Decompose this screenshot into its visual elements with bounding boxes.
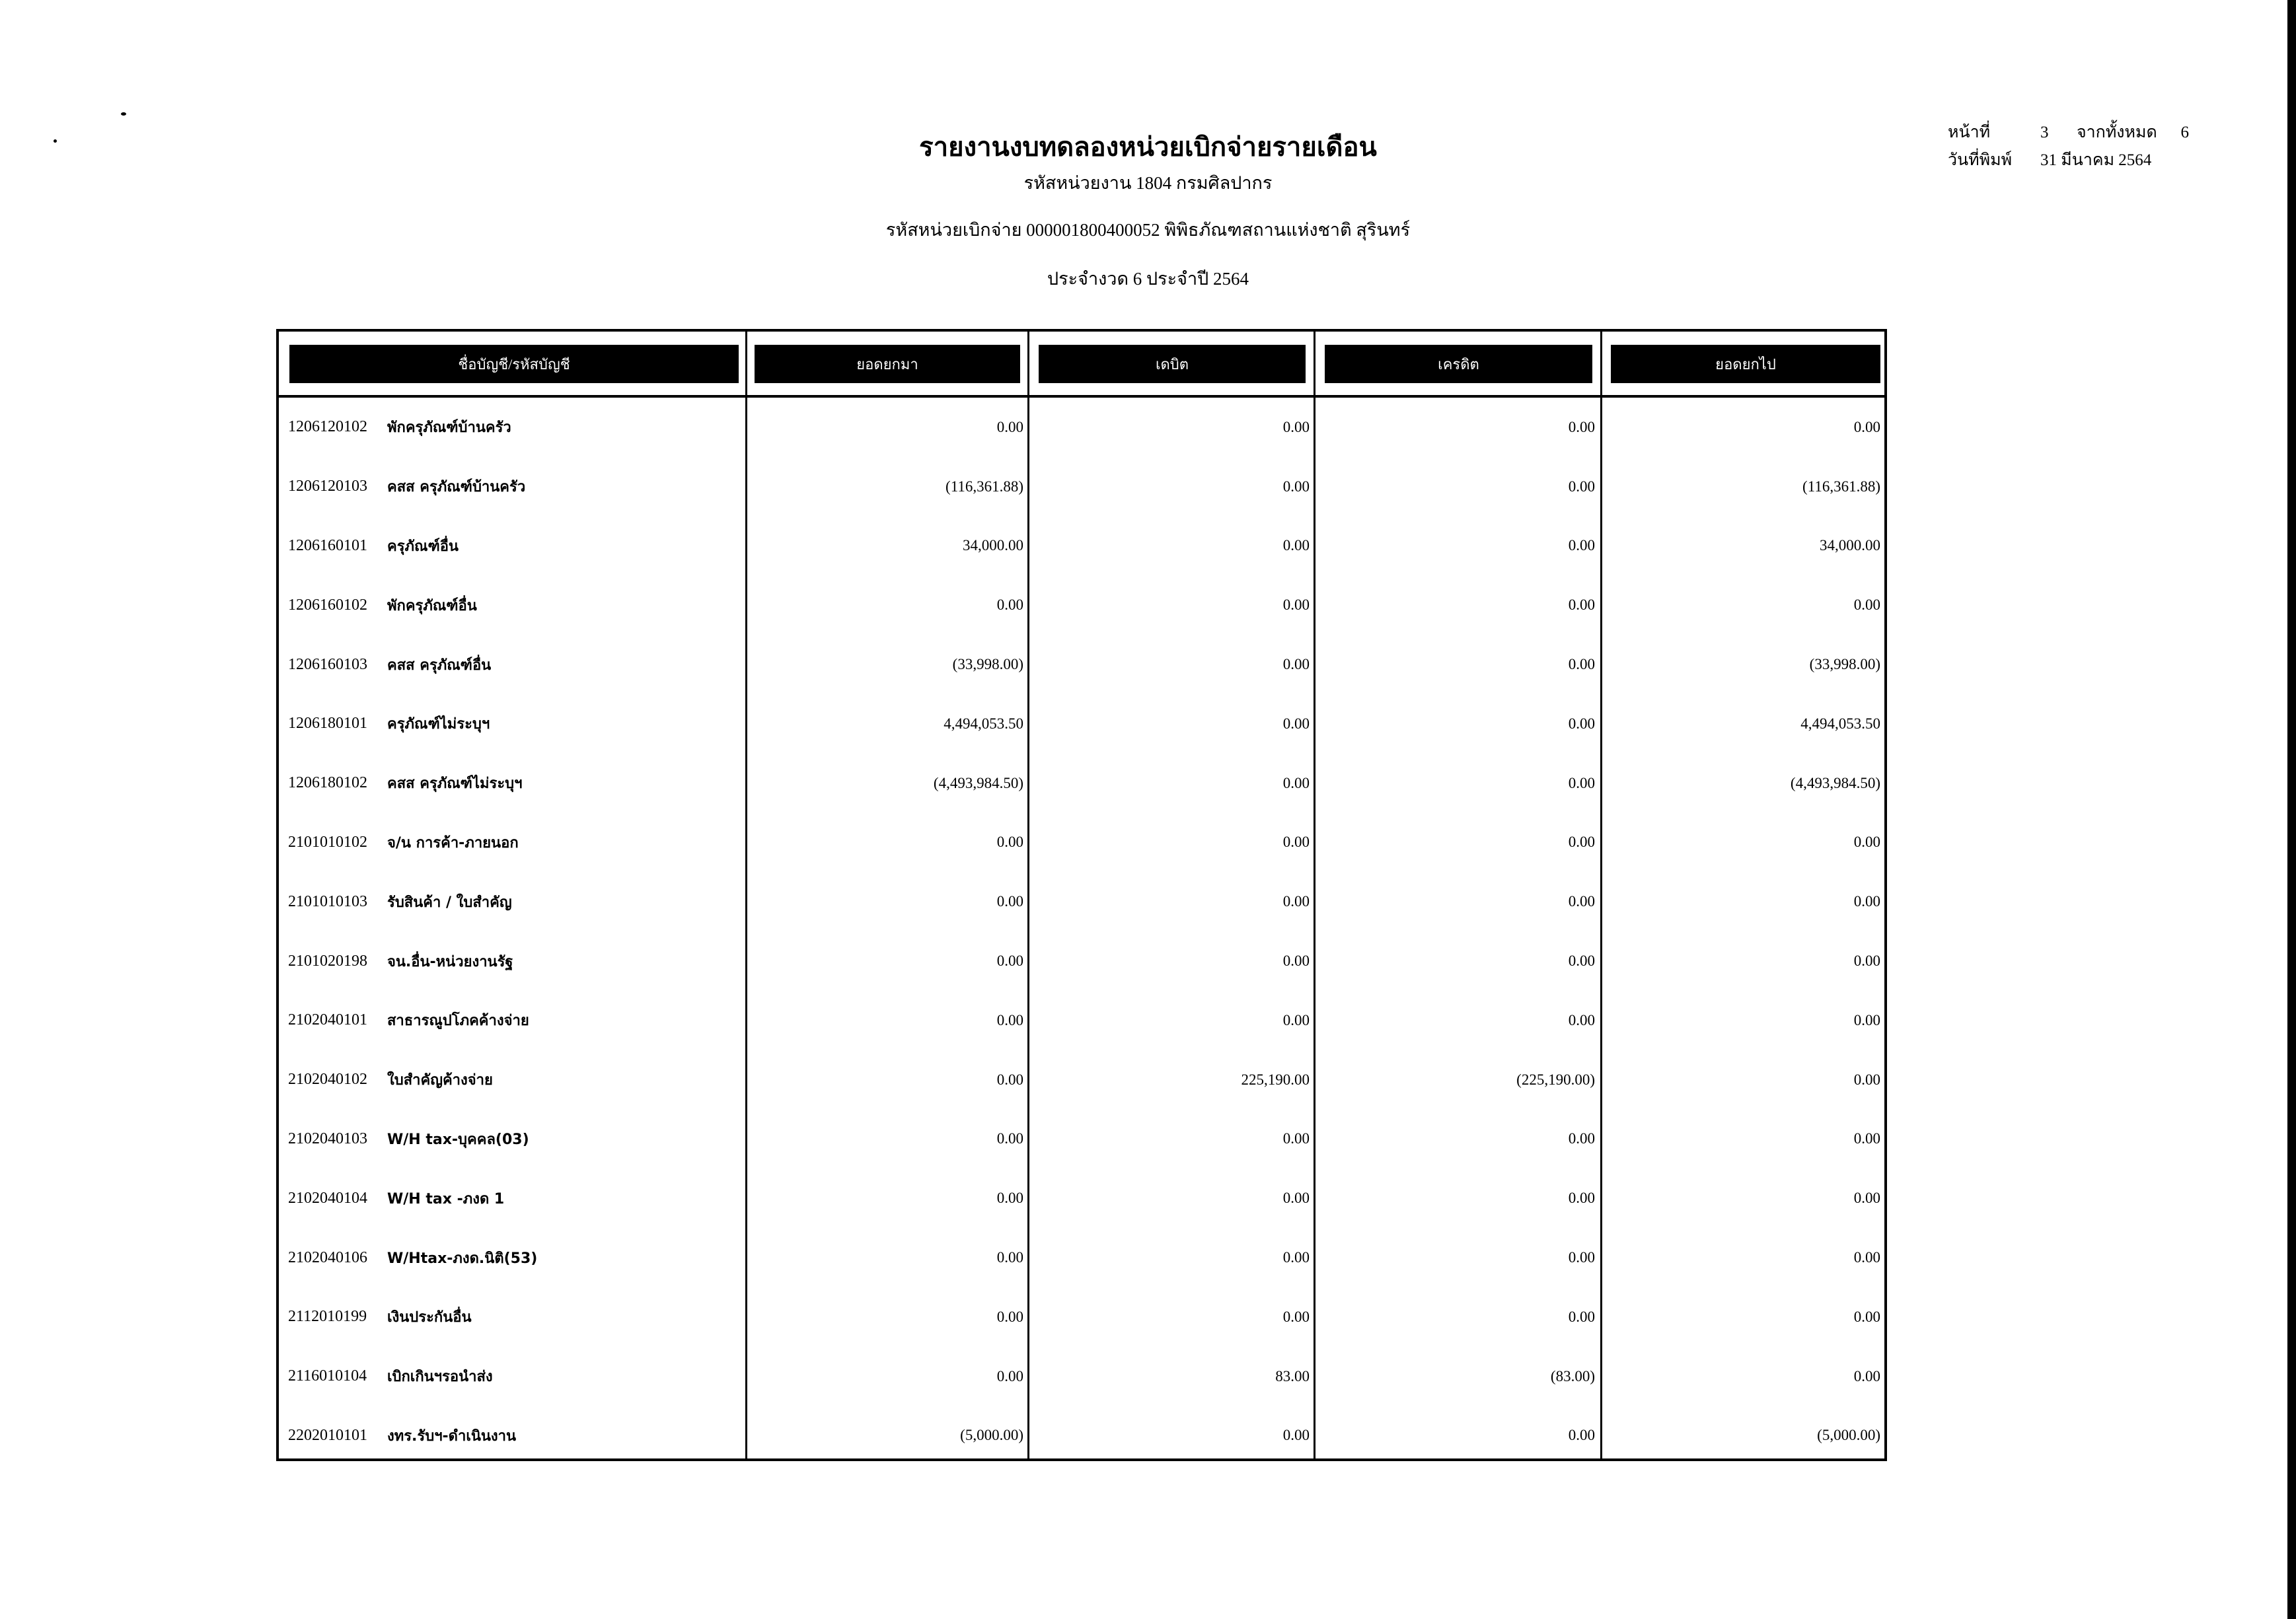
opening-balance: 0.00 [996,418,1023,435]
account-code: 2101010103 [288,892,367,910]
closing-balance: 0.00 [1853,893,1880,910]
account-name: ครุภัณฑ์ไม่ระบุฯ [387,716,490,733]
credit-amount: 0.00 [1568,1308,1595,1325]
account-name: ใบสำคัญค้างจ่าย [387,1072,493,1089]
scan-speck [121,112,126,116]
table-row [279,1406,1884,1466]
column-header-opening: ยอดยกมา [755,345,1020,383]
debit-amount: 0.00 [1282,953,1310,970]
closing-balance: 4,494,053.50 [1800,715,1880,732]
debit-amount: 83.00 [1275,1367,1310,1385]
opening-balance: (33,998.00) [952,656,1023,673]
column-header-closing: ยอดยกไป [1611,345,1880,383]
account-code: 2116010104 [288,1367,367,1385]
account-cell [288,754,737,813]
column-header-credit: เครดิต [1325,345,1592,383]
account-cell [288,1228,737,1287]
total-pages: 6 [2180,124,2189,141]
opening-balance: 4,494,053.50 [944,715,1023,732]
credit-amount: 0.00 [1568,1427,1595,1444]
account-cell [288,398,737,457]
table-header [279,332,1884,398]
account-cell [288,517,737,576]
account-cell [288,872,737,931]
table-row [279,1347,1884,1406]
closing-balance: 0.00 [1853,418,1880,435]
account-name: งทร.รับฯ-ดำเนินงาน [387,1427,517,1445]
account-code: 1206120103 [288,478,367,495]
closing-balance: (4,493,984.50) [1790,774,1880,791]
account-code: 2101010102 [288,833,367,851]
debit-amount: 0.00 [1282,774,1310,791]
closing-balance: 0.00 [1853,1190,1880,1207]
opening-balance: 0.00 [996,953,1023,970]
debit-amount: 0.00 [1282,1011,1310,1028]
debit-amount: 0.00 [1282,478,1310,495]
table-row [279,1287,1884,1347]
period-line: ประจำงวด 6 ประจำปี 2564 [1047,269,1249,289]
account-code: 1206160101 [288,536,367,554]
account-cell [288,1347,737,1406]
closing-balance: 0.00 [1853,953,1880,970]
closing-balance: (116,361.88) [1802,478,1880,495]
account-cell [288,813,737,873]
account-name: เงินประกันอื่น [387,1309,472,1326]
credit-amount: 0.00 [1568,1249,1595,1266]
table-row [279,398,1884,457]
opening-balance: 0.00 [996,1308,1023,1325]
table-row [279,635,1884,694]
account-code: 1206180102 [288,774,367,792]
credit-amount: 0.00 [1568,537,1595,554]
print-date-label: วันที่พิมพ์ [1948,151,2013,169]
closing-balance: 0.00 [1853,834,1880,851]
closing-balance: 0.00 [1853,1249,1880,1266]
disbursing-unit-line: รหัสหน่วยเบิกจ่าย 000001800400052 พิพิธภัณฑสถานแห่งชาติ สุรินทร์ [885,220,1411,240]
debit-amount: 0.00 [1282,715,1310,732]
account-cell [288,1169,737,1228]
account-code: 1206160103 [288,655,367,673]
opening-balance: 0.00 [996,1071,1023,1088]
table-row [279,754,1884,813]
report-title: รายงานงบทดลองหน่วยเบิกจ่ายรายเดือน [919,132,1377,162]
account-name: จ/น การค้า-ภายนอก [387,834,519,851]
account-name: เบิกเกินฯรอนำส่ง [387,1369,493,1386]
account-cell [288,1110,737,1169]
credit-amount: (225,190.00) [1516,1071,1595,1088]
column-header-debit: เดบิต [1039,345,1306,383]
account-name: W/H tax -ภงด 1 [387,1190,505,1207]
table-row [279,1169,1884,1228]
account-code: 2102040103 [288,1130,367,1147]
account-name: พักครุภัณฑ์บ้านครัว [387,419,511,437]
opening-balance: (5,000.00) [960,1427,1023,1444]
opening-balance: 0.00 [996,1130,1023,1147]
account-cell [288,635,737,694]
account-cell [288,1287,737,1347]
opening-balance: 0.00 [996,1190,1023,1207]
closing-balance: 0.00 [1853,596,1880,614]
account-code: 2102040104 [288,1189,367,1207]
credit-amount: 0.00 [1568,1190,1595,1207]
account-name: คสส ครุภัณฑ์บ้านครัว [387,479,526,496]
trial-balance-table [276,329,1887,1461]
debit-amount: 0.00 [1282,834,1310,851]
account-code: 1206120102 [288,418,367,436]
credit-amount: 0.00 [1568,596,1595,614]
table-row [279,1228,1884,1287]
credit-amount: (83.00) [1550,1367,1595,1385]
credit-amount: 0.00 [1568,893,1595,910]
account-cell [288,1050,737,1110]
opening-balance: 0.00 [996,834,1023,851]
account-code: 1206160102 [288,596,367,614]
total-pages-label: จากทั้งหมด [2077,124,2157,141]
account-code: 2101020198 [288,952,367,970]
account-cell [288,457,737,517]
debit-amount: 0.00 [1282,1249,1310,1266]
credit-amount: 0.00 [1568,1011,1595,1028]
closing-balance: 34,000.00 [1820,537,1880,554]
opening-balance: 0.00 [996,893,1023,910]
closing-balance: 0.00 [1853,1308,1880,1325]
table-row [279,872,1884,931]
account-name: จน.อื่น-หน่วยงานรัฐ [387,953,513,970]
account-name: คสส ครุภัณฑ์อื่น [387,657,492,674]
agency-line: รหัสหน่วยงาน 1804 กรมศิลปากร [1023,173,1273,193]
table-row [279,575,1884,635]
debit-amount: 0.00 [1282,537,1310,554]
account-cell [288,931,737,991]
table-row [279,694,1884,754]
print-date-info [1948,147,2189,174]
opening-balance: 0.00 [996,1011,1023,1028]
table-row [279,517,1884,576]
account-cell [288,991,737,1050]
account-name: W/Htax-ภงด.นิติ(53) [387,1250,538,1267]
opening-balance: 0.00 [996,1249,1023,1266]
closing-balance: 0.00 [1853,1130,1880,1147]
account-cell [288,575,737,635]
table-row [279,991,1884,1050]
closing-balance: 0.00 [1853,1367,1880,1385]
table-row [279,1050,1884,1110]
opening-balance: 0.00 [996,596,1023,614]
table-row [279,1110,1884,1169]
debit-amount: 225,190.00 [1241,1071,1310,1088]
credit-amount: 0.00 [1568,715,1595,732]
table-row [279,457,1884,517]
account-code: 2102040101 [288,1011,367,1029]
table-row [279,931,1884,991]
closing-balance: 0.00 [1853,1071,1880,1088]
debit-amount: 0.00 [1282,1190,1310,1207]
account-name: ครุภัณฑ์อื่น [387,538,459,555]
credit-amount: 0.00 [1568,478,1595,495]
credit-amount: 0.00 [1568,418,1595,435]
opening-balance: (4,493,984.50) [933,774,1023,791]
account-code: 2102040102 [288,1071,367,1089]
page-info [1948,119,2189,147]
account-name: รับสินค้า / ใบสำคัญ [387,894,512,911]
page-number: 3 [2040,124,2049,141]
debit-amount: 0.00 [1282,418,1310,435]
credit-amount: 0.00 [1568,774,1595,791]
account-name: พักครุภัณฑ์อื่น [387,597,477,614]
account-name: คสส ครุภัณฑ์ไม่ระบุฯ [387,775,523,793]
closing-balance: 0.00 [1853,1011,1880,1028]
account-code: 1206180101 [288,715,367,733]
table-row [279,813,1884,873]
account-cell [288,694,737,754]
print-date: 31 มีนาคม 2564 [2040,151,2152,169]
credit-amount: 0.00 [1568,1130,1595,1147]
credit-amount: 0.00 [1568,834,1595,851]
account-cell [288,1406,737,1466]
debit-amount: 0.00 [1282,1130,1310,1147]
account-name: W/H tax-บุคคล(03) [387,1131,529,1148]
page-meta [1948,119,2189,174]
credit-amount: 0.00 [1568,656,1595,673]
account-name: สาธารณูปโภคค้างจ่าย [387,1013,529,1030]
debit-amount: 0.00 [1282,1427,1310,1444]
closing-balance: (5,000.00) [1817,1427,1880,1444]
debit-amount: 0.00 [1282,596,1310,614]
account-code: 2112010199 [288,1308,367,1326]
account-code: 2102040106 [288,1248,367,1266]
opening-balance: 0.00 [996,1367,1023,1385]
credit-amount: 0.00 [1568,953,1595,970]
closing-balance: (33,998.00) [1809,656,1880,673]
debit-amount: 0.00 [1282,656,1310,673]
account-code: 2202010101 [288,1426,367,1444]
page-label: หน้าที่ [1948,124,1991,141]
column-header-account: ชื่อบัญชี/รหัสบัญชี [289,345,739,383]
debit-amount: 0.00 [1282,893,1310,910]
opening-balance: 34,000.00 [963,537,1023,554]
opening-balance: (116,361.88) [945,478,1023,495]
debit-amount: 0.00 [1282,1308,1310,1325]
